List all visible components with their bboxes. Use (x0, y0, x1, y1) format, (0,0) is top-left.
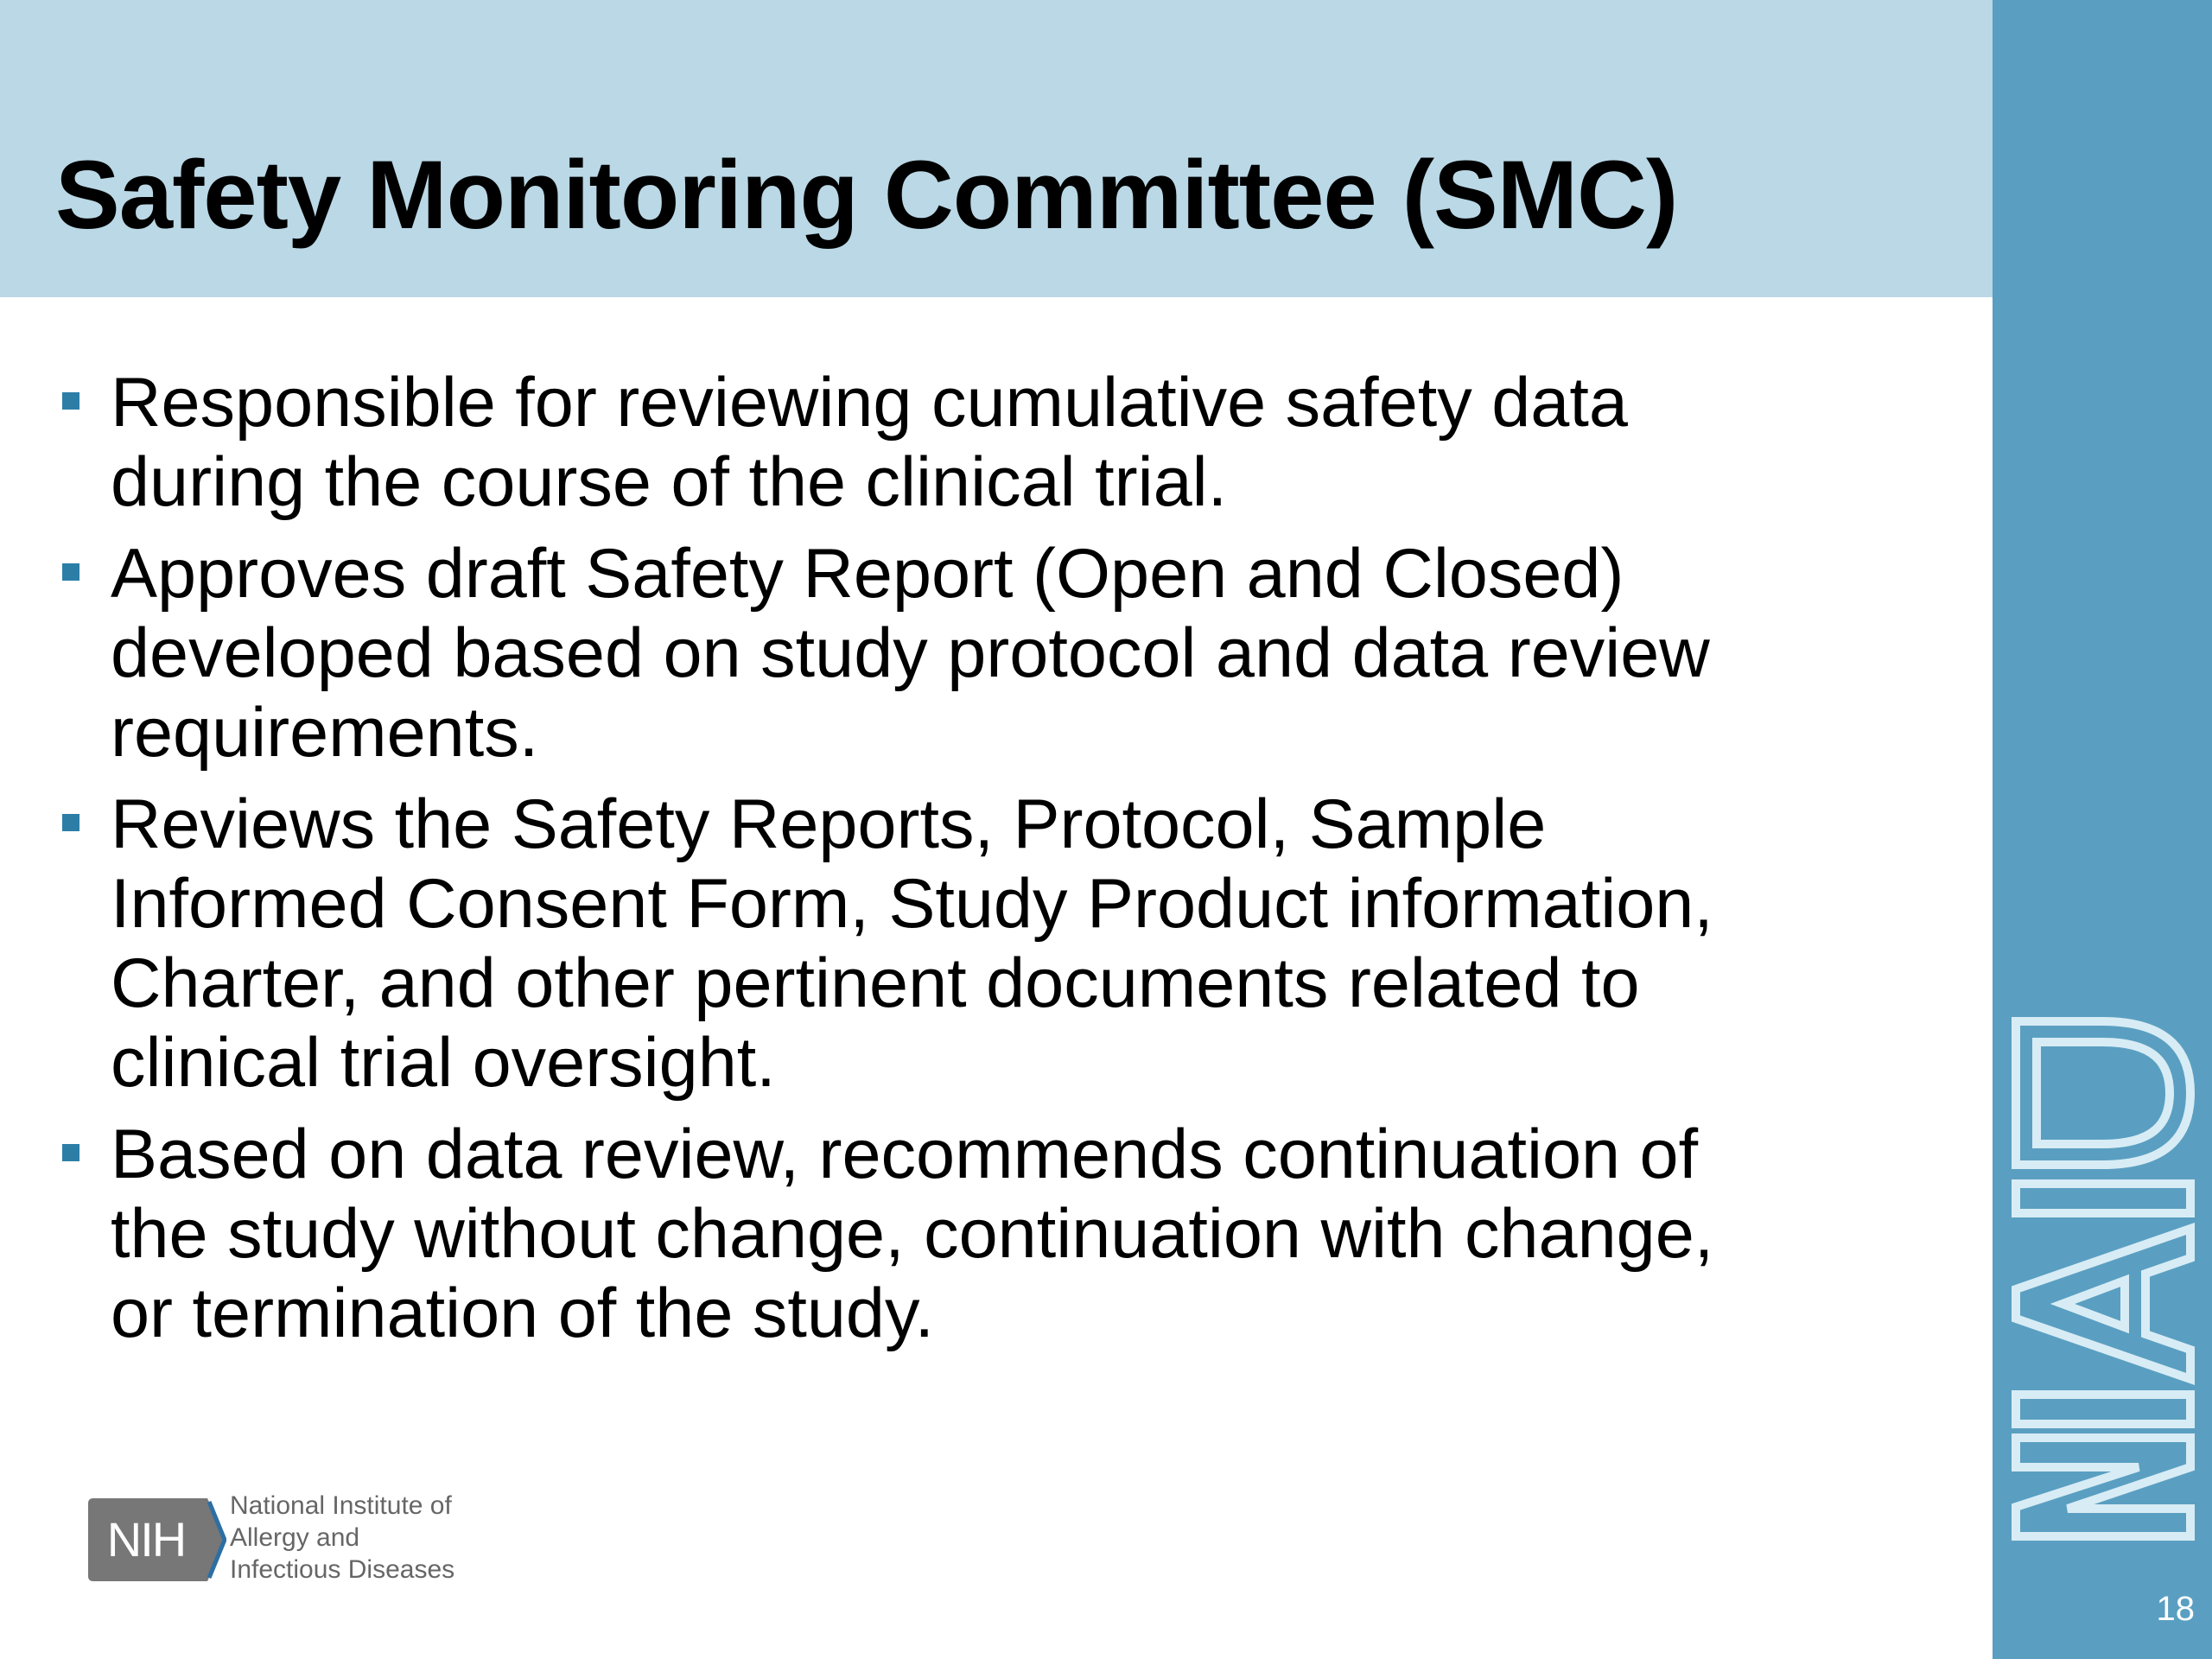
bullet-line: Approves draft Safety Report (Open and Closed) (111, 535, 1624, 613)
bullet-line: Based on data review, recommends continuation of (111, 1116, 1699, 1193)
niaid-letter-a (2016, 1229, 2190, 1379)
square-bullet-icon (62, 392, 79, 410)
bullet-item (55, 534, 1948, 772)
institute-name-line: Allergy and (230, 1523, 360, 1552)
niaid-logo (2007, 1011, 2197, 1545)
bullet-item (55, 1115, 1948, 1353)
niaid-letter-n (2016, 1438, 2190, 1536)
institute-name-line: Infectious Diseases (230, 1555, 455, 1584)
bullet-line: requirements. (111, 694, 539, 772)
niaid-letter-i-2 (2016, 1395, 2190, 1424)
bullet-item (55, 363, 1948, 522)
square-bullet-icon (62, 1144, 79, 1161)
bullet-line: during the course of the clinical trial. (111, 443, 1228, 521)
nih-logo (88, 1490, 486, 1585)
bullet-line: or termination of the study. (111, 1274, 934, 1352)
bullet-line: Charter, and other pertinent documents related to (111, 944, 1640, 1022)
institute-name (230, 1490, 454, 1586)
bullet-line: developed based on study protocol and data review (111, 614, 1710, 692)
nih-badge-label: NIH (106, 1512, 186, 1567)
bullet-line: the study without change, continuation with change, (111, 1195, 1714, 1273)
bullet-line: Reviews the Safety Reports, Protocol, Sample (111, 785, 1547, 863)
page-number: 18 (2156, 1590, 2195, 1628)
square-bullet-icon (62, 563, 79, 581)
bullet-line: clinical trial oversight. (111, 1024, 776, 1102)
bullet-line: Informed Consent Form, Study Product information, (111, 865, 1713, 943)
square-bullet-icon (62, 814, 79, 831)
bullet-line: Responsible for reviewing cumulative safety data (111, 364, 1628, 442)
slide-title: Safety Monitoring Committee (SMC) (55, 141, 1678, 249)
niaid-letter-i (2016, 1184, 2190, 1213)
bullet-item (55, 785, 1948, 1103)
bullet-list (55, 363, 1948, 1365)
institute-name-line: National Institute of (230, 1491, 452, 1520)
